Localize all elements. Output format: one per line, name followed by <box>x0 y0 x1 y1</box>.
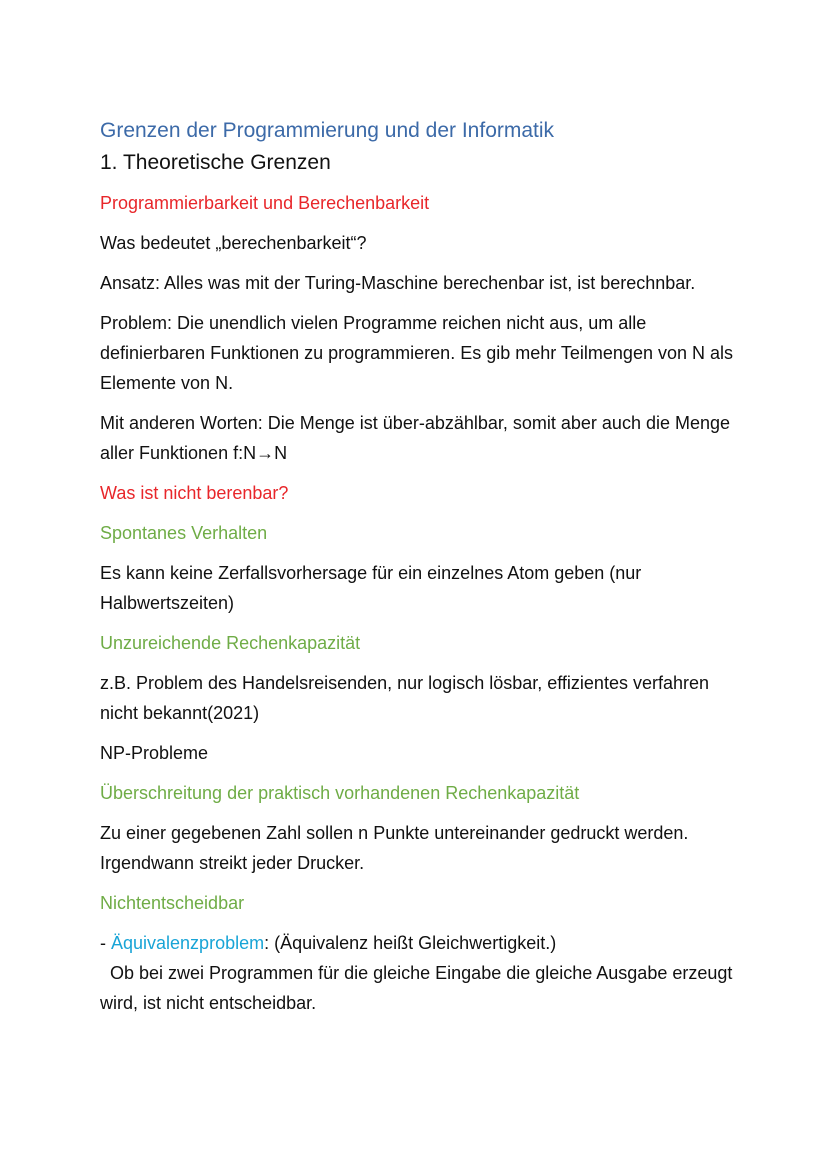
document-page <box>100 116 740 1028</box>
paragraph-entscheidbarkeit <box>100 958 740 1018</box>
paragraph-ansatz: Ansatz: Alles was mit der Turing-Maschine berechenbar ist, ist berechnbar. <box>100 273 696 293</box>
aequivalenzproblem-term: Äquivalenzproblem <box>111 933 265 953</box>
paragraph-handelsreisender: z.B. Problem des Handelsreisenden, nur logisch lösbar, effizientes verfahren nicht bekannt(2021) <box>100 673 710 723</box>
aequivalenz-definition: : (Äquivalenz heißt Gleichwertigkeit.) <box>264 933 557 953</box>
paragraph-np-probleme: NP-Probleme <box>100 743 209 763</box>
paragraph-zerfall: Es kann keine Zerfallsvorhersage für ein einzelnes Atom geben (nur Halbwertszeiten) <box>100 563 642 613</box>
paragraph-drucker: Zu einer gegebenen Zahl sollen n Punkte untereinander gedruckt werden. Irgendwann streikt jeder Drucker. <box>100 823 689 873</box>
document-title: Grenzen der Programmierung und der Informatik <box>100 119 555 142</box>
subheading-spontanes-verhalten: Spontanes Verhalten <box>100 523 268 543</box>
list-dash: - <box>100 933 111 953</box>
paragraph-problem: Problem: Die unendlich vielen Programme reichen nicht aus, um alle definierbaren Funktionen zu programmieren. Es gib mehr Teilmengen von N als Elemente von N. <box>100 313 733 393</box>
entscheidbarkeit-text: Ob bei zwei Programmen für die gleiche Eingabe die gleiche Ausgabe erzeugt wird, ist nicht entscheidbar. <box>100 963 733 1013</box>
subheading-ueberschreitung: Überschreitung der praktisch vorhandenen Rechenkapazität <box>100 783 580 803</box>
subheading-rechenkapazitaet: Unzureichende Rechenkapazität <box>100 633 361 653</box>
chapter-heading: 1. Theoretische Grenzen <box>100 151 331 174</box>
paragraph-aequivalenz <box>100 928 740 958</box>
section-heading-nicht-berechenbar: Was ist nicht berenbar? <box>100 483 289 503</box>
subheading-nichtentscheidbar: Nichtentscheidbar <box>100 893 245 913</box>
paragraph-question: Was bedeutet „berechenbarkeit“? <box>100 233 367 253</box>
paragraph-mit-anderen-worten: Mit anderen Worten: Die Menge ist über-abzählbar, somit aber auch die Menge aller Funktionen f:N→N <box>100 413 731 463</box>
section-heading-berechenbarkeit: Programmierbarkeit und Berechenbarkeit <box>100 193 430 213</box>
